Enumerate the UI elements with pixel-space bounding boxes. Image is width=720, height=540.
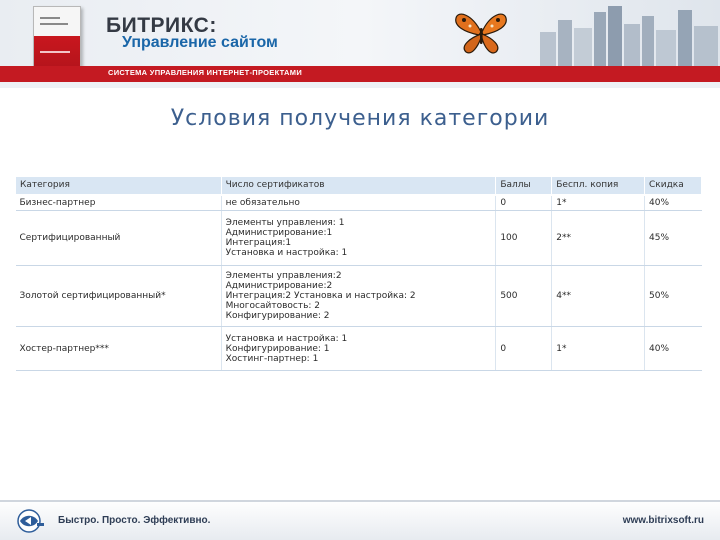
cell-points: 500	[496, 266, 552, 327]
requirement-line: Конфигурирование: 2	[225, 311, 330, 321]
bitrix-logo-icon	[16, 508, 46, 534]
requirement-line: Интеграция:2 Установка и настройка: 2	[225, 291, 416, 301]
requirement-line: Многосайтовость: 2	[225, 301, 321, 311]
footer-site-link[interactable]: www.bitrixsoft.ru	[622, 515, 704, 526]
requirement-line: Интеграция:1	[225, 238, 292, 248]
cell-category: Сертифицированный	[16, 211, 222, 266]
city-skyline-image	[540, 2, 720, 68]
cell-free-copy: 1*	[552, 327, 645, 371]
category-conditions-table	[15, 176, 702, 371]
requirement-line: Элементы управления:2	[225, 271, 342, 281]
cell-free-copy: 2**	[552, 211, 645, 266]
cell-category: Золотой сертифицированный*	[16, 266, 222, 327]
footer-divider	[0, 500, 720, 502]
box-label-line	[40, 51, 70, 53]
cell-discount: 50%	[645, 266, 702, 327]
table-header-row	[16, 177, 702, 195]
cell-requirements	[221, 195, 496, 211]
requirement-line: Администрирование:1	[225, 228, 333, 238]
column-header-free-copy: Беспл. копия	[552, 177, 645, 195]
brand-subtitle: Управление сайтом	[122, 34, 278, 51]
table-row	[16, 327, 702, 371]
cell-points: 0	[496, 195, 552, 211]
requirement-line: Администрирование:2	[225, 281, 333, 291]
requirement-line: Установка и настройка: 1	[225, 333, 348, 344]
requirement-line: Конфигурирование: 1	[225, 343, 330, 354]
table-row	[16, 266, 702, 327]
brand-title: БИТРИКС:	[106, 14, 217, 37]
page-title: Условия получения категории	[170, 106, 550, 131]
requirement-line: Хостинг-партнер: 1	[225, 353, 319, 364]
cell-category: Хостер-партнер***	[16, 327, 222, 371]
cell-requirements	[221, 266, 496, 327]
cell-points: 0	[496, 327, 552, 371]
cell-discount: 45%	[645, 211, 702, 266]
cell-category: Бизнес-партнер	[16, 195, 222, 211]
cell-free-copy: 4**	[552, 266, 645, 327]
cell-requirements	[221, 211, 496, 266]
table-row	[16, 195, 702, 211]
column-header-certificates: Число сертификатов	[221, 177, 496, 195]
cell-discount: 40%	[645, 195, 702, 211]
cell-requirements	[221, 327, 496, 371]
column-header-discount: Скидка	[645, 177, 702, 195]
cell-points: 100	[496, 211, 552, 266]
requirement-line: Установка и настройка: 1	[225, 248, 348, 258]
requirement-line: Элементы управления: 1	[225, 218, 345, 228]
box-label-line	[40, 17, 60, 19]
cell-free-copy: 1*	[552, 195, 645, 211]
butterfly-icon	[452, 8, 510, 58]
product-box-image	[33, 6, 81, 72]
box-label-line	[40, 23, 68, 25]
requirement-line: не обязательно	[225, 197, 300, 208]
column-header-category: Категория	[16, 177, 222, 195]
tagline-text: СИСТЕМА УПРАВЛЕНИЯ ИНТЕРНЕТ-ПРОЕКТАМИ	[108, 68, 303, 77]
footer-slogan: Быстро. Просто. Эффективно.	[58, 515, 211, 526]
cell-discount: 40%	[645, 327, 702, 371]
header-banner	[0, 0, 720, 88]
column-header-points: Баллы	[496, 177, 552, 195]
table-row	[16, 211, 702, 266]
